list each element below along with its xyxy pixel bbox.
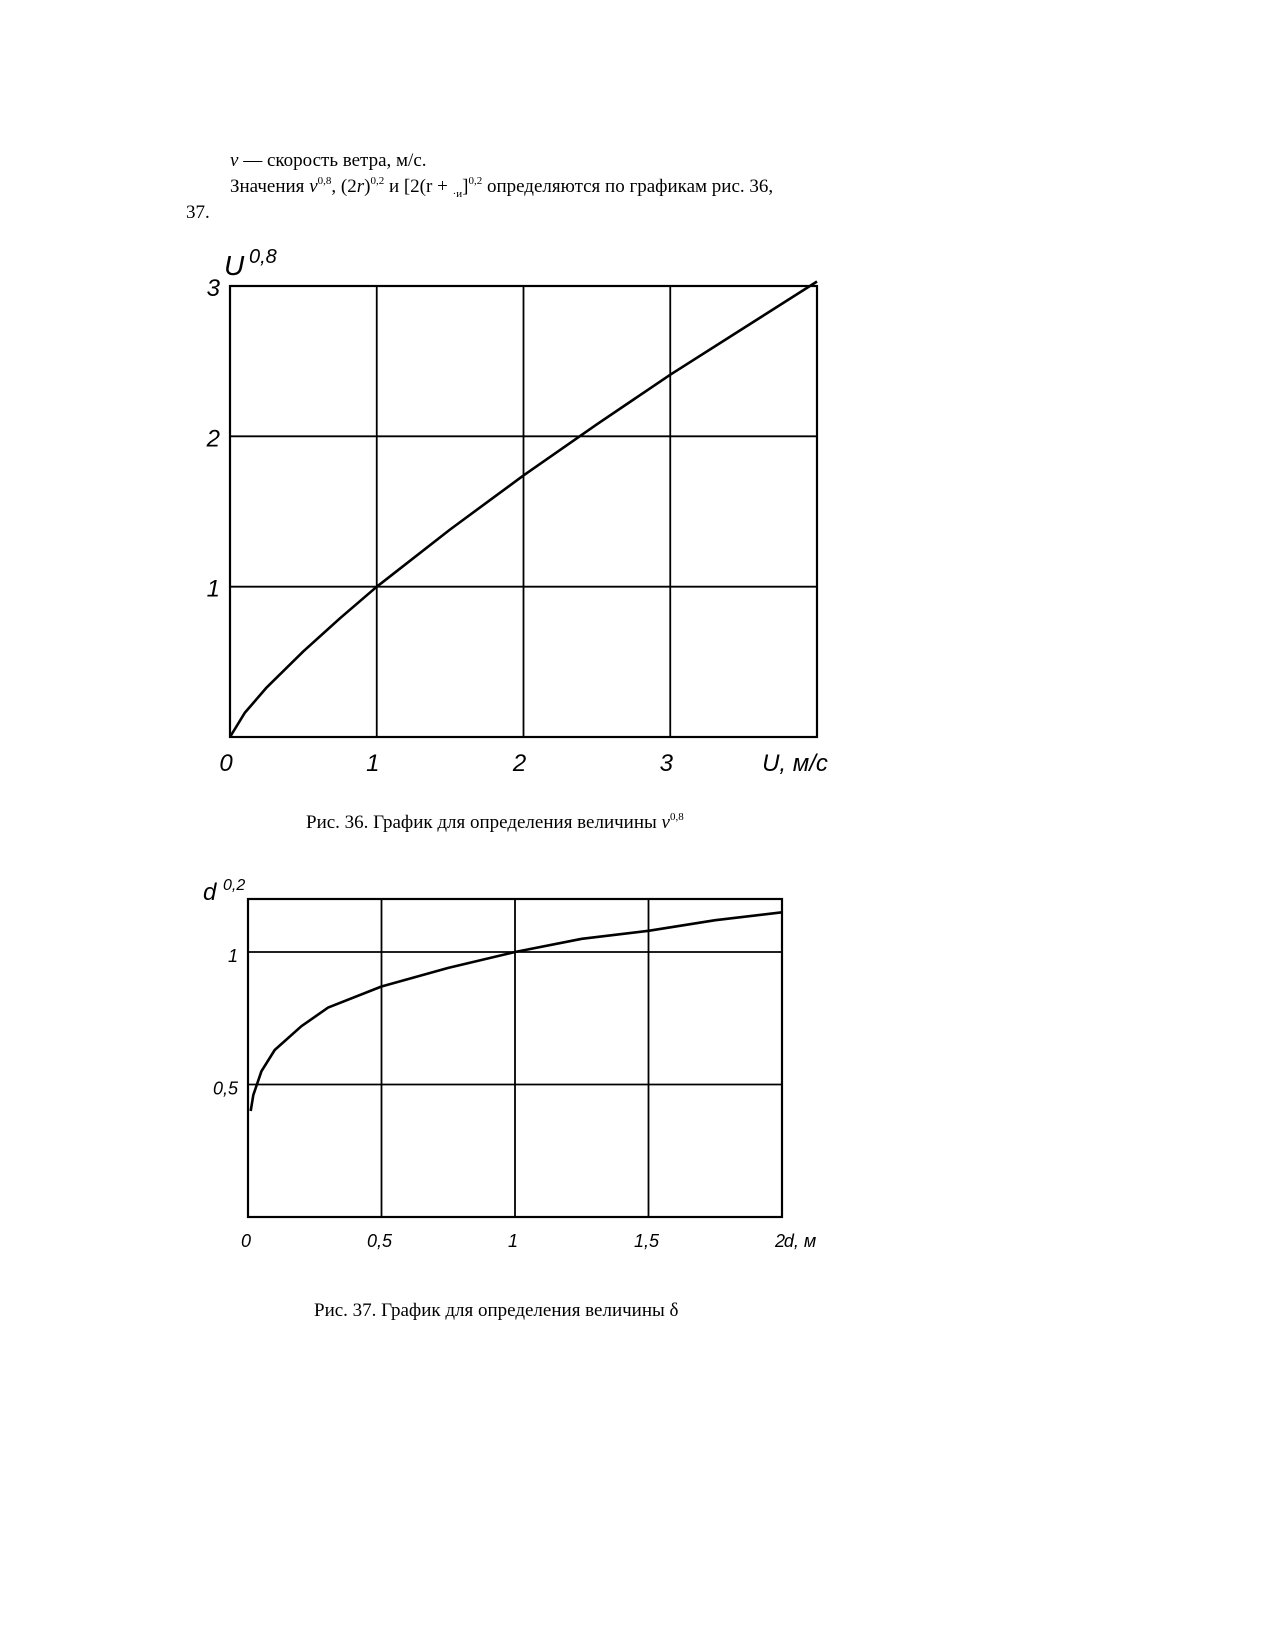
chart2-xtick-0: 0 — [240, 1231, 252, 1251]
line2-sup-3: 0,2 — [468, 175, 483, 187]
chart1-xtick-1: 1 — [366, 750, 380, 777]
chart2-xtick-1: 0,5 — [366, 1231, 393, 1251]
line2-sub: ·и — [452, 187, 463, 200]
chart1-xlabel: U, м/с — [762, 750, 828, 777]
chart2-ytick-1: 1 — [227, 946, 238, 966]
chart1-xtick-0: 0 — [219, 750, 233, 777]
line2-part-a: Значения — [230, 176, 310, 197]
chart2-xtick-2: 1 — [507, 1231, 519, 1251]
chart1-ytick-1: 2 — [206, 425, 220, 453]
line2-part-f: определяются по графикам рис. 36, — [482, 176, 774, 197]
chart1-ytick-0: 1 — [206, 575, 220, 603]
chart1-ytick-2: 3 — [206, 275, 220, 302]
chart2-xtick-3: 1,5 — [633, 1231, 660, 1251]
chart1-xtick-3: 3 — [659, 750, 673, 777]
caption-fig36-var: v — [661, 812, 670, 833]
line2-part-b: , (2 — [331, 176, 357, 197]
line2-var-r: r — [356, 176, 365, 197]
chart2-series-0 — [251, 912, 782, 1111]
var-v: v — [230, 150, 239, 171]
caption-fig36-text: Рис. 36. График для определения величины — [306, 812, 662, 833]
caption-fig36 — [306, 812, 684, 834]
caption-fig36-sup: 0,8 — [669, 811, 684, 823]
chart1-ylabel-exp: 0,8 — [249, 246, 277, 268]
line2-sup-1: 0,8 — [317, 175, 332, 187]
line1-text: — скорость ветра, м/с. — [238, 150, 427, 171]
line2-sup-2: 0,2 — [370, 175, 385, 187]
chart1-xtick-2: 2 — [512, 750, 527, 777]
chart1-ylabel-base: U — [224, 250, 245, 281]
line2-var-v: v — [309, 176, 318, 197]
chart2-ytick-0: 0,5 — [212, 1078, 238, 1099]
line2-part-c: ) — [364, 176, 371, 197]
line2-part-d: и [2(r + — [384, 176, 453, 197]
line2-part-e: ] — [462, 176, 469, 197]
caption-fig37: Рис. 37. График для определения величины δ — [314, 1300, 679, 1321]
chart2-xlabel: d, м — [783, 1231, 817, 1251]
chart2-xtick-4: 2 — [774, 1231, 786, 1251]
chart2-ylabel-base: d — [203, 879, 217, 906]
text-line-3: 37. — [186, 202, 210, 223]
chart2-ylabel-exp: 0,2 — [223, 877, 246, 894]
